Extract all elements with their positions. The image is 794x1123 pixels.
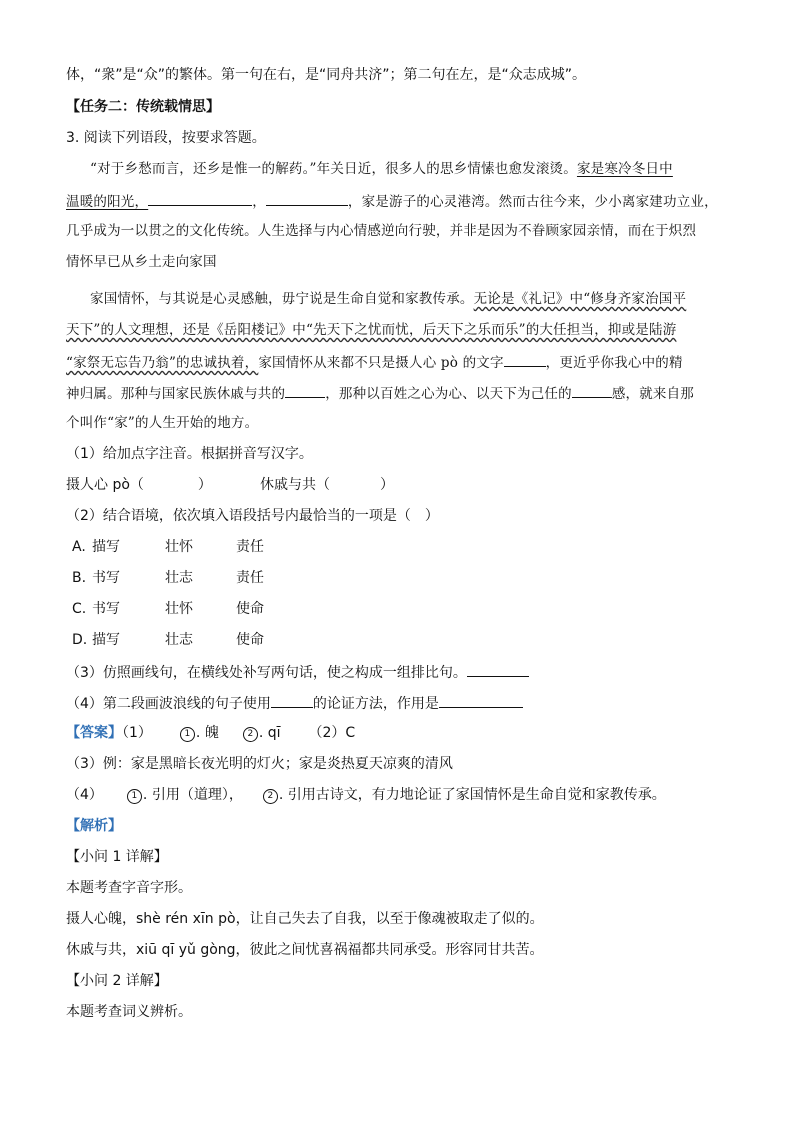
- analysis-heading-1: 【小问 1 详解】: [66, 849, 168, 865]
- passage-line-8: [66, 383, 694, 403]
- sub3-line: [66, 662, 529, 682]
- item-close: ）: [197, 477, 212, 493]
- wavy-sentence: 天下”的人文理想，还是《岳阳楼记》中“先天下之忧而忧，后天下之乐而乐”的大任担当，抑或是陆游: [66, 322, 677, 338]
- analysis-line-2: 摄人心魄，shè rén xīn pò，让自己失去了自我，以至于像魂被取走了似的。: [66, 911, 544, 927]
- option-word-3: 使命: [236, 601, 264, 617]
- wavy-sentence: 无论是《礼记》中“修身齐家治国平: [473, 291, 687, 307]
- passage-line-6: [66, 321, 676, 339]
- analysis-heading-2: 【小问 2 详解】: [66, 973, 168, 989]
- passage-line-1: [90, 160, 673, 178]
- option-word-1: 描写: [92, 539, 120, 555]
- fill-blank[interactable]: [467, 662, 529, 677]
- passage-line-9: 个叫作“家”的人生开始的地方。: [66, 415, 259, 431]
- passage-text: ，: [252, 194, 266, 210]
- passage-text: 家国情怀从来都不只是摄人心 pò 的文字: [258, 355, 504, 371]
- answer-line-2: （3）例：家是黑暗长夜光明的灯火；家是炎热夏天凉爽的清风: [66, 756, 453, 772]
- passage-text: ，家是游子的心灵港湾。然而古往今来，少小离家建功立业，: [347, 194, 718, 210]
- wavy-sentence: “家祭无忘告乃翁”的忠诚执着，: [66, 355, 259, 371]
- sub4-line: [66, 693, 523, 713]
- fill-blank[interactable]: [271, 693, 313, 708]
- option-letter: D.: [72, 632, 88, 648]
- option-word-3: 责任: [236, 539, 264, 555]
- analysis-line-3: 休戚与共，xiū qī yǔ gòng，彼此之间忧喜祸福都共同承受。形容同甘共苦。: [66, 942, 544, 958]
- circled-number-2: 2: [263, 789, 278, 804]
- option-letter: C.: [72, 601, 87, 617]
- answer-line-1: [66, 724, 355, 742]
- passage-text: 感，就来自那: [611, 386, 695, 402]
- answer-label: 【答案】: [66, 725, 122, 741]
- sub1-item-a: [66, 476, 212, 494]
- option-letter: A.: [72, 539, 86, 555]
- item-label: 摄人心 pò（: [66, 477, 144, 493]
- underlined-sentence: 温暖的阳光，: [66, 194, 149, 210]
- option-word-2: 壮怀: [165, 539, 193, 555]
- sub3-title: （3）仿照画线句，在横线处补写两句话，使之构成一组排比句。: [66, 665, 467, 681]
- intro-line: 体，“衆”是“众”的繁体。第一句在右，是“同舟共济”；第二句在左，是“众志成城”。: [66, 67, 587, 83]
- option-letter: B.: [72, 570, 87, 586]
- analysis-line-1: 本题考查字音字形。: [66, 880, 192, 896]
- passage-text: “对于乡愁而言，还乡是惟一的解药。”年关日近，很多人的思乡情愫也愈发滚烫。: [90, 161, 577, 177]
- passage-line-3: 几乎成为一以贯之的文化传统。人生选择与内心情感逆向行驶，并非是因为不眷顾家园亲情，而在于炽烈: [66, 223, 697, 239]
- answer-part4: （4）: [66, 787, 103, 803]
- sub1-title: （1）给加点字注音。根据拼音写汉字。: [66, 446, 313, 462]
- option-word-2: 壮怀: [165, 601, 193, 617]
- option-word-3: 使命: [236, 632, 264, 648]
- sub4-text-b: 的论证方法，作用是: [312, 696, 439, 712]
- option-word-1: 描写: [92, 632, 120, 648]
- answer-value-4a: . 引用（道理），: [142, 787, 243, 803]
- answer-part2: （2）C: [308, 725, 356, 741]
- fill-blank[interactable]: [148, 191, 252, 206]
- option-word-1: 书写: [92, 601, 120, 617]
- answer-part1: （1）: [122, 725, 152, 741]
- analysis-label: 【解析】: [66, 818, 122, 834]
- analysis-line-4: 本题考查词义辨析。: [66, 1004, 192, 1020]
- fill-blank[interactable]: [572, 383, 612, 398]
- option-word-1: 书写: [92, 570, 120, 586]
- option-word-3: 责任: [236, 570, 264, 586]
- question-title: 3. 阅读下列语段，按要求答题。: [66, 130, 266, 146]
- passage-text: 神归属。那种与国家民族休戚与共的: [66, 386, 286, 402]
- underlined-sentence: 家是寒冷冬日中: [576, 161, 673, 177]
- sub2-title: （2）结合语境，依次填入语段括号内最恰当的一项是（ ）: [66, 508, 439, 524]
- item-close: ）: [380, 477, 394, 493]
- option-word-2: 壮志: [165, 632, 193, 648]
- passage-line-5: [90, 290, 686, 308]
- item-label: 休戚与共（: [260, 477, 330, 493]
- fill-blank[interactable]: [504, 352, 546, 367]
- circled-number-1: 1: [180, 727, 195, 742]
- task-heading: 【任务二：传统载情思】: [66, 99, 220, 115]
- passage-text: ，更近乎你我心中的精: [545, 355, 683, 371]
- passage-text: 家国情怀，与其说是心灵感触，毋宁说是生命自觉和家教传承。: [90, 291, 474, 307]
- circled-number-2: 2: [243, 727, 258, 742]
- fill-blank[interactable]: [266, 191, 348, 206]
- fill-blank[interactable]: [285, 383, 325, 398]
- option-word-2: 壮志: [165, 570, 193, 586]
- answer-value-4b: . 引用古诗文，有力地论证了家国情怀是生命自觉和家教传承。: [278, 787, 666, 803]
- sub4-text-a: （4）第二段画波浪线的句子使用: [66, 696, 271, 712]
- passage-line-2: [66, 191, 718, 211]
- sub1-item-b: [260, 476, 394, 494]
- passage-text: ，那种以百姓之心为心、以天下为己任的: [325, 386, 572, 402]
- passage-line-4: 情怀早已从乡土走向家国: [66, 254, 217, 270]
- answer-value-1: . 魄: [195, 725, 219, 741]
- answer-value-2: . qī: [258, 725, 281, 741]
- circled-number-1: 1: [127, 789, 142, 804]
- fill-blank[interactable]: [439, 693, 523, 708]
- passage-line-7: [66, 352, 683, 372]
- answer-line-3: [66, 786, 666, 804]
